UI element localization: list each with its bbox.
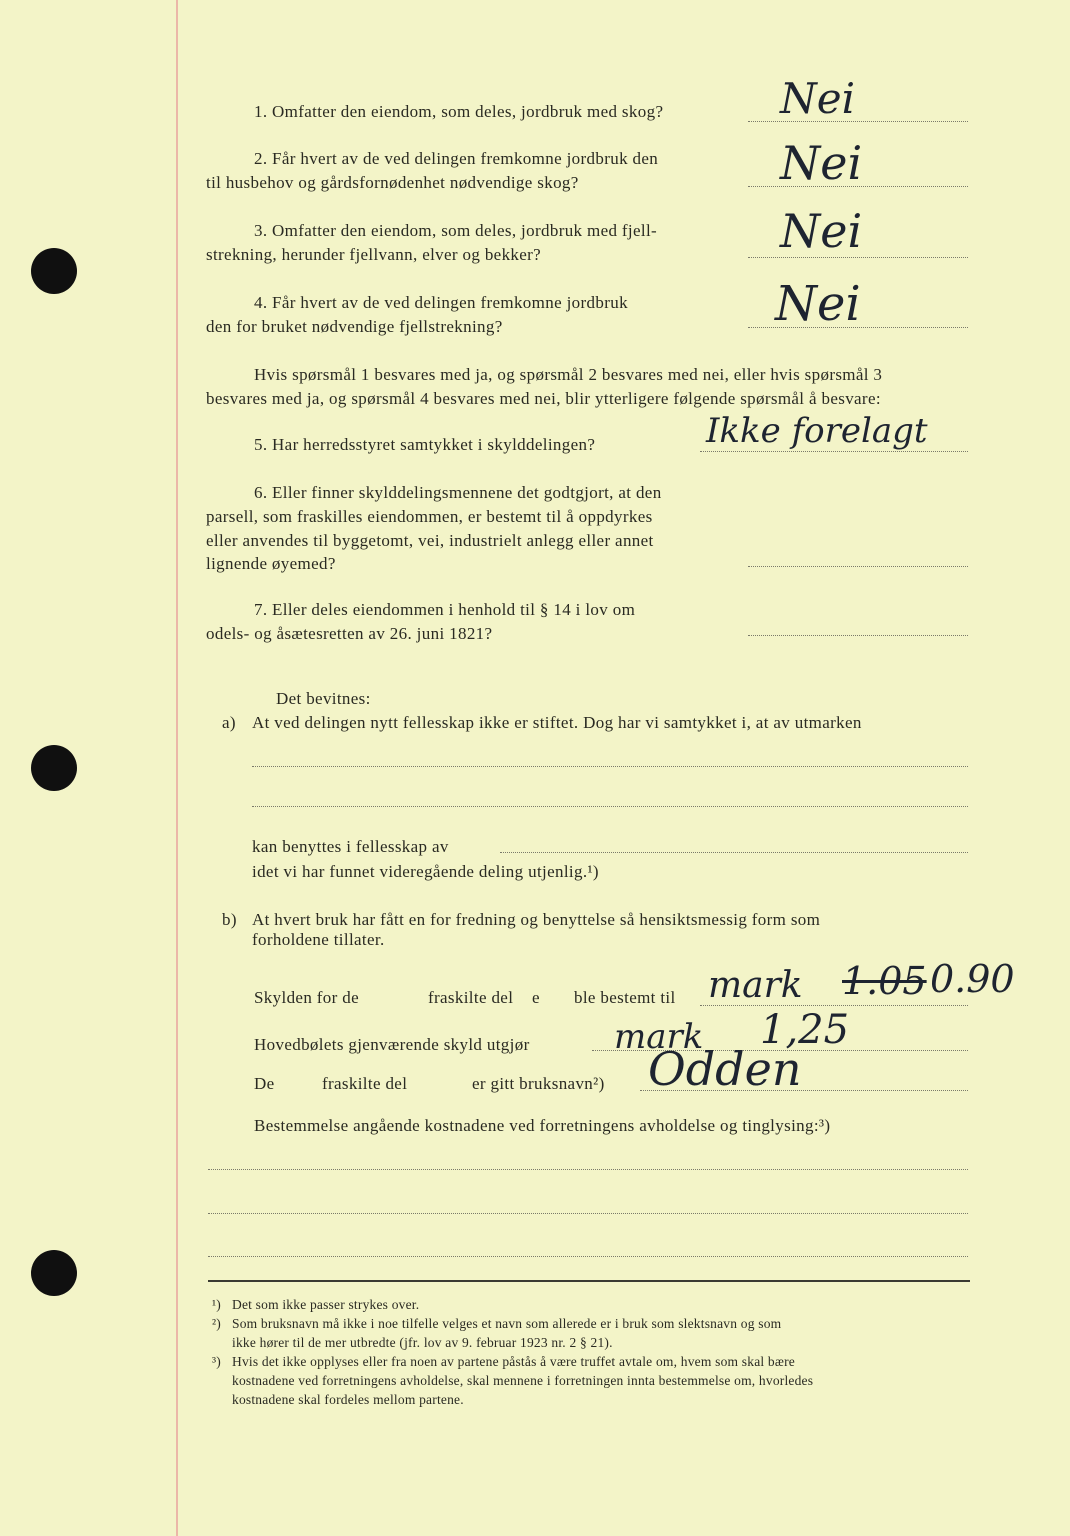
question-7-text-line1: 7. Eller deles eiendommen i henhold til § 14 i lov om xyxy=(254,600,636,619)
footnote-2-text-line2: ikke hører til de mer utbredte (jfr. lov av 9. februar 1923 nr. 2 § 21). xyxy=(232,1335,613,1350)
fill-line xyxy=(500,852,968,853)
answer-line-5 xyxy=(700,451,968,452)
question-6-text-line3: eller anvendes til byggetomt, vei, industrielt anlegg eller annet xyxy=(206,531,654,550)
kostnad-label: Bestemmelse angående kostnadene ved forretningens avholdelse og tinglysing:³) xyxy=(254,1116,831,1135)
fill-line xyxy=(208,1169,968,1170)
bruksnavn-handwritten-value: Odden xyxy=(648,1042,802,1096)
punch-hole xyxy=(31,745,77,791)
hovedbol-handwritten-mark: mark xyxy=(614,1017,704,1057)
question-6-text-line1: 6. Eller finner skylddelingsmennene det godtgjort, at den xyxy=(254,483,662,502)
question-5-text: 5. Har herredsstyret samtykket i skylddelingen? xyxy=(254,435,596,454)
question-2-text-line2: til husbehov og gårdsfornødenhet nødvendige skog? xyxy=(206,173,579,192)
answer-3-handwritten: Nei xyxy=(780,204,863,258)
skyld-handwritten-mark: mark xyxy=(708,965,803,1006)
skyld-label-2: fraskilte del xyxy=(428,988,514,1007)
footnote-divider xyxy=(208,1280,970,1282)
answer-line-6 xyxy=(748,566,968,567)
footnote-2-mark: ²) xyxy=(212,1316,221,1331)
footnote-1-mark: ¹) xyxy=(212,1297,221,1312)
question-3-text-line1: 3. Omfatter den eiendom, som deles, jordbruk med fjell- xyxy=(254,221,658,240)
skyld-handwritten-struck-value: 1.05 xyxy=(842,959,927,1003)
attest-b-label: b) xyxy=(222,910,237,929)
punch-hole xyxy=(31,248,77,294)
answer-4-handwritten: Nei xyxy=(775,276,861,332)
punch-hole xyxy=(31,1250,77,1296)
footnote-2-text-line1: Som bruksnavn må ikke i noe tilfelle velges et navn som allerede er i bruk som slektsnavn og som xyxy=(232,1316,782,1331)
footnote-1-text: Det som ikke passer strykes over. xyxy=(232,1297,420,1312)
answer-line-7 xyxy=(748,635,968,636)
question-3-text-line2: strekning, herunder fjellvann, elver og bekker? xyxy=(206,245,542,264)
question-1-text: 1. Omfatter den eiendom, som deles, jordbruk med skog? xyxy=(254,102,664,121)
bruksnavn-label-3: er gitt bruksnavn²) xyxy=(472,1074,605,1093)
fill-line xyxy=(208,1213,968,1214)
skyld-label-3: e xyxy=(532,988,540,1007)
hovedbol-label: Hovedbølets gjenværende skyld utgjør xyxy=(254,1035,530,1054)
skyld-handwritten-value: 0.90 xyxy=(930,957,1015,1001)
attest-a-label: a) xyxy=(222,713,236,732)
attest-a-reason-text: idet vi har funnet videregående deling utjenlig.¹) xyxy=(252,862,599,881)
condition-text-line1: Hvis spørsmål 1 besvares med ja, og spørsmål 2 besvares med nei, eller hvis spørsmål 3 xyxy=(254,365,883,384)
attest-b-text-line2: forholdene tillater. xyxy=(252,930,385,949)
question-7-text-line2: odels- og åsætesretten av 26. juni 1821? xyxy=(206,624,493,643)
question-6-text-line4: lignende øyemed? xyxy=(206,554,336,573)
answer-1-handwritten: Nei xyxy=(780,74,856,123)
attest-b-text-line1: At hvert bruk har fått en for fredning og benyttelse så hensiktsmessig form som xyxy=(252,910,821,929)
footnote-3-text-line2: kostnadene ved forretningens avholdelse, skal mennene i forretningen innta bestemmelse om, hvorledes xyxy=(232,1373,814,1388)
fill-line xyxy=(252,806,968,807)
question-4-text-line1: 4. Får hvert av de ved delingen fremkomne jordbruk xyxy=(254,293,628,312)
footnote-3-text-line3: kostnadene skal fordeles mellom partene. xyxy=(232,1392,464,1407)
margin-line xyxy=(176,0,178,1536)
bruksnavn-label-1: De xyxy=(254,1074,275,1093)
attest-a-text: At ved delingen nytt fellesskap ikke er stiftet. Dog har vi samtykket i, at av utmarken xyxy=(252,713,862,732)
question-6-text-line2: parsell, som fraskilles eiendommen, er bestemt til å oppdyrkes xyxy=(206,507,653,526)
fill-line xyxy=(252,766,968,767)
question-2-text-line1: 2. Får hvert av de ved delingen fremkomne jordbruk den xyxy=(254,149,659,168)
hovedbol-handwritten-value: 1,25 xyxy=(760,1007,850,1053)
bruksnavn-label-2: fraskilte del xyxy=(322,1074,408,1093)
fill-line xyxy=(208,1256,968,1257)
question-4-text-line2: den for bruket nødvendige fjellstrekning? xyxy=(206,317,503,336)
skyld-label-4: ble bestemt til xyxy=(574,988,676,1007)
footnote-3-text-line1: Hvis det ikke opplyses eller fra noen av partene påstås å være truffet avtale om, hvem som skal bære xyxy=(232,1354,795,1369)
footnote-3-mark: ³) xyxy=(212,1354,221,1369)
attest-a-shared-text: kan benyttes i fellesskap av xyxy=(252,837,449,856)
skyld-label-1: Skylden for de xyxy=(254,988,359,1007)
condition-text-line2: besvares med ja, og spørsmål 4 besvares med nei, blir ytterligere følgende spørsmål å besvare: xyxy=(206,389,881,408)
attest-heading: Det bevitnes: xyxy=(276,689,371,708)
answer-2-handwritten: Nei xyxy=(780,136,863,190)
answer-5-handwritten: Ikke forelagt xyxy=(706,411,928,451)
